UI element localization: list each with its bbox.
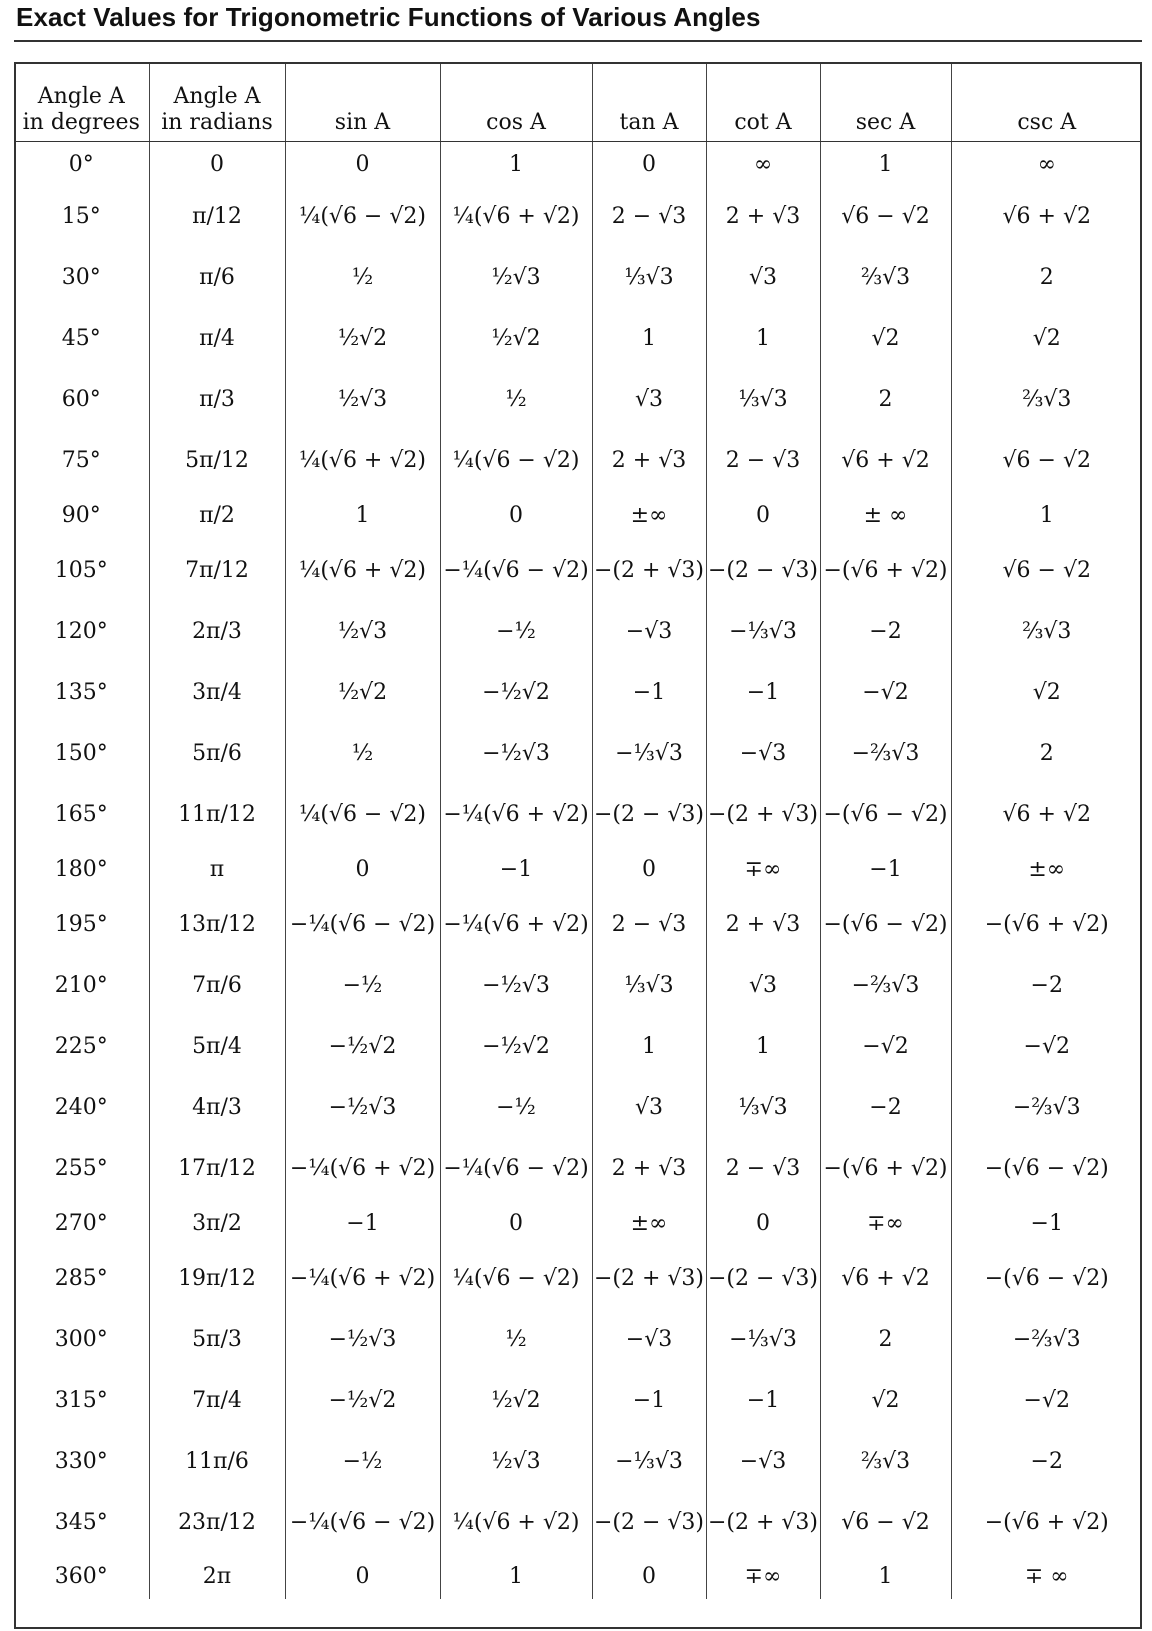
table-body	[14, 142, 1142, 1600]
table-cell: −(2 + √3)	[592, 540, 706, 601]
table-cell: ⅔√3	[820, 247, 951, 308]
table-cell: 0°	[14, 142, 149, 187]
table-cell: 105°	[14, 540, 149, 601]
table-cell: −½√3	[285, 1077, 440, 1138]
table-cell: 2	[1039, 741, 1054, 766]
table-cell: 0	[149, 142, 285, 187]
table-cell: 75°	[14, 430, 149, 491]
table-cell: 1	[285, 491, 440, 540]
table-cell: 1	[440, 142, 592, 187]
table-cell: ½√3	[285, 601, 440, 662]
table-cell: √6 − √2	[1002, 558, 1091, 583]
table-cell: −½	[285, 1431, 440, 1492]
table-row	[14, 1248, 1142, 1309]
table-cell: −1	[285, 1199, 440, 1248]
table-cell: √3	[706, 955, 820, 1016]
table-cell: −⅔√3	[1012, 1095, 1081, 1120]
table-cell: −1	[592, 1370, 706, 1431]
table-row	[14, 784, 1142, 845]
table-cell: 2π/3	[149, 601, 285, 662]
table-cell: −(√6 − √2)	[984, 1156, 1109, 1181]
table-cell: π/12	[149, 186, 285, 247]
table-cell: 2 + √3	[706, 186, 820, 247]
table-cell: −¼(√6 + √2)	[440, 784, 592, 845]
table-cell: √6 − √2	[1002, 448, 1091, 473]
table-cell: −⅔√3	[1012, 1327, 1081, 1352]
table-cell: 135°	[14, 662, 149, 723]
table-row	[14, 1077, 1142, 1138]
table-cell: 210°	[14, 955, 149, 1016]
header-angle-degrees: Angle A in degrees	[14, 64, 149, 142]
table-cell: 4π/3	[149, 1077, 285, 1138]
table-cell: √6 + √2	[820, 1248, 951, 1309]
table-cell: 2	[1039, 265, 1054, 290]
table-cell: √6 + √2	[1002, 204, 1091, 229]
table-cell: 11π/12	[149, 784, 285, 845]
table-cell: ½	[285, 723, 440, 784]
table-cell: 3π/4	[149, 662, 285, 723]
table-cell: 23π/12	[149, 1492, 285, 1553]
table-cell: √3	[706, 247, 820, 308]
table-cell: −(2 + √3)	[592, 1248, 706, 1309]
table-cell: 1	[706, 308, 820, 369]
table-cell: √2	[820, 308, 951, 369]
table-cell: 180°	[14, 845, 149, 894]
table-cell: ∞	[706, 142, 820, 187]
table-cell: 15°	[14, 186, 149, 247]
table-cell: 1	[1039, 503, 1054, 528]
table-cell: 0	[706, 1199, 820, 1248]
header-cot: cot A	[706, 64, 820, 142]
table-cell: π	[149, 845, 285, 894]
table-row	[14, 491, 1142, 540]
table-cell: 7π/12	[149, 540, 285, 601]
table-cell: −¼(√6 − √2)	[285, 894, 440, 955]
header-csc: csc A	[951, 64, 1142, 142]
table-cell: −(√6 + √2)	[820, 1138, 951, 1199]
table-cell: 13π/12	[149, 894, 285, 955]
table-cell: −(2 + √3)	[706, 784, 820, 845]
table-cell: −2	[1030, 973, 1063, 998]
table-cell: −½√3	[285, 1309, 440, 1370]
table-cell: ½√2	[285, 662, 440, 723]
table-cell: −½√2	[285, 1016, 440, 1077]
table-cell: −½√3	[440, 723, 592, 784]
table-cell: −1	[440, 845, 592, 894]
table-cell: ⅓√3	[592, 247, 706, 308]
table-cell: −1	[1030, 1211, 1063, 1236]
table-cell: −½	[440, 601, 592, 662]
table-cell: 2 − √3	[592, 894, 706, 955]
table-row	[14, 1370, 1142, 1431]
table-cell: 2	[820, 369, 951, 430]
table-cell: 45°	[14, 308, 149, 369]
table-cell: 3π/2	[149, 1199, 285, 1248]
header-sec: sec A	[820, 64, 951, 142]
table-cell: 2 + √3	[592, 1138, 706, 1199]
table-cell: −(√6 − √2)	[820, 784, 951, 845]
table-cell: ¼(√6 + √2)	[285, 540, 440, 601]
table-cell: −2	[1030, 1449, 1063, 1474]
table-row	[14, 142, 1142, 187]
table-cell: ±∞	[592, 1199, 706, 1248]
table-row	[14, 1138, 1142, 1199]
table-cell: −½√2	[440, 1016, 592, 1077]
table-cell: 0	[285, 1553, 440, 1599]
table-cell: −√3	[706, 1431, 820, 1492]
table-cell: √2	[1032, 326, 1061, 351]
table-cell: ⅔√3	[1022, 387, 1072, 412]
table-cell: −¼(√6 + √2)	[440, 894, 592, 955]
table-cell: 30°	[14, 247, 149, 308]
table-cell: −(2 − √3)	[592, 1492, 706, 1553]
table-cell: −⅔√3	[820, 955, 951, 1016]
table-cell: −(2 − √3)	[592, 784, 706, 845]
table-cell: −(√6 − √2)	[984, 1266, 1109, 1291]
header-angle-radians: Angle A in radians	[149, 64, 285, 142]
table-cell: 5π/4	[149, 1016, 285, 1077]
table-cell: ∓ ∞	[1024, 1563, 1069, 1589]
table-cell: ∓∞	[706, 845, 820, 894]
table-cell: −√3	[592, 1309, 706, 1370]
table-cell: ½√2	[440, 308, 592, 369]
table-cell: 2 − √3	[592, 186, 706, 247]
table-cell: ½√3	[440, 1431, 592, 1492]
table-cell: 0	[440, 1199, 592, 1248]
table-cell: −√2	[820, 1016, 951, 1077]
table-cell: −√2	[820, 662, 951, 723]
table-cell: ∓∞	[706, 1553, 820, 1599]
table-cell: −√3	[706, 723, 820, 784]
table-cell: 1	[440, 1553, 592, 1599]
table-cell: 1	[592, 308, 706, 369]
table-cell: 2	[820, 1309, 951, 1370]
table-cell: 195°	[14, 894, 149, 955]
title-rule	[14, 40, 1142, 42]
table-cell: ½√2	[440, 1370, 592, 1431]
table-cell: −√2	[1023, 1034, 1070, 1059]
table-cell: −(√6 + √2)	[820, 540, 951, 601]
table-cell: −2	[820, 1077, 951, 1138]
table-cell: −½√2	[285, 1370, 440, 1431]
table-cell: 1	[820, 1553, 951, 1599]
table-cell: ½	[285, 247, 440, 308]
table-cell: −½√3	[440, 955, 592, 1016]
table-cell: 90°	[14, 491, 149, 540]
table-cell: 60°	[14, 369, 149, 430]
table-cell: 1	[820, 142, 951, 187]
table-cell: ¼(√6 + √2)	[285, 430, 440, 491]
table-cell: −√3	[592, 601, 706, 662]
trig-values-table	[14, 64, 1142, 1599]
table-cell: ½√3	[285, 369, 440, 430]
table-row	[14, 1492, 1142, 1553]
table-cell: √3	[592, 1077, 706, 1138]
table-cell: ±∞	[1028, 857, 1066, 882]
table-cell: 360°	[14, 1553, 149, 1599]
table-cell: π/4	[149, 308, 285, 369]
table-cell: 7π/4	[149, 1370, 285, 1431]
table-cell: 315°	[14, 1370, 149, 1431]
table-cell: 0	[285, 142, 440, 187]
table-cell: 11π/6	[149, 1431, 285, 1492]
table-cell: 120°	[14, 601, 149, 662]
table-cell: 2 − √3	[706, 1138, 820, 1199]
table-cell: ±∞	[592, 491, 706, 540]
table-cell: ⅔√3	[820, 1431, 951, 1492]
table-cell: ⅓√3	[706, 369, 820, 430]
table-cell: −½√2	[440, 662, 592, 723]
table-cell: −1	[706, 1370, 820, 1431]
table-row	[14, 894, 1142, 955]
table-cell: ½	[440, 369, 592, 430]
table-cell: 330°	[14, 1431, 149, 1492]
table-cell: −(√6 + √2)	[984, 912, 1109, 937]
table-row	[14, 955, 1142, 1016]
table-row	[14, 723, 1142, 784]
table-cell: 270°	[14, 1199, 149, 1248]
table-header	[14, 64, 1142, 142]
table-row	[14, 662, 1142, 723]
table-cell: −(2 − √3)	[706, 540, 820, 601]
table-cell: π/2	[149, 491, 285, 540]
table-cell: 165°	[14, 784, 149, 845]
table-cell: 0	[706, 491, 820, 540]
table-row	[14, 540, 1142, 601]
table-cell: 225°	[14, 1016, 149, 1077]
table-row	[14, 369, 1142, 430]
table-row	[14, 1309, 1142, 1370]
table-cell: −⅓√3	[706, 601, 820, 662]
table-cell: −⅓√3	[706, 1309, 820, 1370]
header-row	[14, 64, 1142, 142]
table-cell: −½	[285, 955, 440, 1016]
table-cell: ¼(√6 + √2)	[440, 1492, 592, 1553]
table-cell: 7π/6	[149, 955, 285, 1016]
table-cell: −¼(√6 + √2)	[285, 1248, 440, 1309]
table-cell: 300°	[14, 1309, 149, 1370]
table-cell: π/3	[149, 369, 285, 430]
table-cell: 1	[592, 1016, 706, 1077]
table-cell: √2	[1032, 680, 1061, 705]
table-cell: −¼(√6 − √2)	[285, 1492, 440, 1553]
table-cell: 0	[440, 491, 592, 540]
table-row	[14, 308, 1142, 369]
table-cell: ∓∞	[820, 1199, 951, 1248]
table-row	[14, 1016, 1142, 1077]
table-cell: −(√6 + √2)	[984, 1510, 1109, 1535]
table-cell: 2π	[149, 1553, 285, 1599]
table-cell: −⅓√3	[592, 1431, 706, 1492]
table-cell: 0	[592, 1553, 706, 1599]
table-cell: −(√6 − √2)	[820, 894, 951, 955]
table-cell: −1	[706, 662, 820, 723]
table-cell: 345°	[14, 1492, 149, 1553]
table-cell: ¼(√6 − √2)	[440, 430, 592, 491]
table-row	[14, 186, 1142, 247]
table-cell: −½	[440, 1077, 592, 1138]
table-cell: √2	[820, 1370, 951, 1431]
table-cell: −1	[592, 662, 706, 723]
table-cell: 0	[592, 845, 706, 894]
table-row	[14, 845, 1142, 894]
table-cell: 17π/12	[149, 1138, 285, 1199]
table-cell: ∞	[1037, 151, 1056, 177]
table-cell: ⅓√3	[592, 955, 706, 1016]
table-cell: 2 + √3	[592, 430, 706, 491]
table-cell: ¼(√6 − √2)	[285, 186, 440, 247]
table-cell: 150°	[14, 723, 149, 784]
table-cell: −1	[820, 845, 951, 894]
header-sin: sin A	[285, 64, 440, 142]
table-cell: −⅓√3	[592, 723, 706, 784]
table-cell: −¼(√6 − √2)	[440, 540, 592, 601]
table-cell: ⅔√3	[1022, 619, 1072, 644]
table-cell: −¼(√6 − √2)	[440, 1138, 592, 1199]
table-cell: √3	[592, 369, 706, 430]
table-cell: 1	[706, 1016, 820, 1077]
table-cell: −2	[820, 601, 951, 662]
table-cell: 240°	[14, 1077, 149, 1138]
table-cell: √6 + √2	[820, 430, 951, 491]
table-cell: −¼(√6 + √2)	[285, 1138, 440, 1199]
table-cell: √6 + √2	[1002, 802, 1091, 827]
table-cell: ¼(√6 + √2)	[440, 186, 592, 247]
table-row	[14, 1431, 1142, 1492]
table-cell: ½√3	[440, 247, 592, 308]
table-cell: ½√2	[285, 308, 440, 369]
table-cell: √6 − √2	[820, 1492, 951, 1553]
table-row	[14, 430, 1142, 491]
header-tan: tan A	[592, 64, 706, 142]
table-cell: −√2	[1023, 1388, 1070, 1413]
table-cell: 2 + √3	[706, 894, 820, 955]
table-cell: ¼(√6 − √2)	[440, 1248, 592, 1309]
table-row	[14, 601, 1142, 662]
table-row	[14, 1553, 1142, 1599]
table-cell: −(2 + √3)	[706, 1492, 820, 1553]
table-cell: 5π/12	[149, 430, 285, 491]
table-row	[14, 247, 1142, 308]
table-cell: ± ∞	[820, 491, 951, 540]
table-cell: 5π/3	[149, 1309, 285, 1370]
table-cell: ½	[440, 1309, 592, 1370]
table-cell: √6 − √2	[820, 186, 951, 247]
table-cell: −(2 − √3)	[706, 1248, 820, 1309]
table-cell: 285°	[14, 1248, 149, 1309]
table-cell: 0	[285, 845, 440, 894]
table-cell: ⅓√3	[706, 1077, 820, 1138]
header-cos: cos A	[440, 64, 592, 142]
table-cell: −⅔√3	[820, 723, 951, 784]
table-cell: ¼(√6 − √2)	[285, 784, 440, 845]
table-cell: 0	[592, 142, 706, 187]
table-cell: 255°	[14, 1138, 149, 1199]
page-title: Exact Values for Trigonometric Functions of Various Angles	[16, 2, 761, 32]
table-row	[14, 1199, 1142, 1248]
table-cell: 5π/6	[149, 723, 285, 784]
table-cell: 2 − √3	[706, 430, 820, 491]
table-cell: π/6	[149, 247, 285, 308]
table-cell: 19π/12	[149, 1248, 285, 1309]
